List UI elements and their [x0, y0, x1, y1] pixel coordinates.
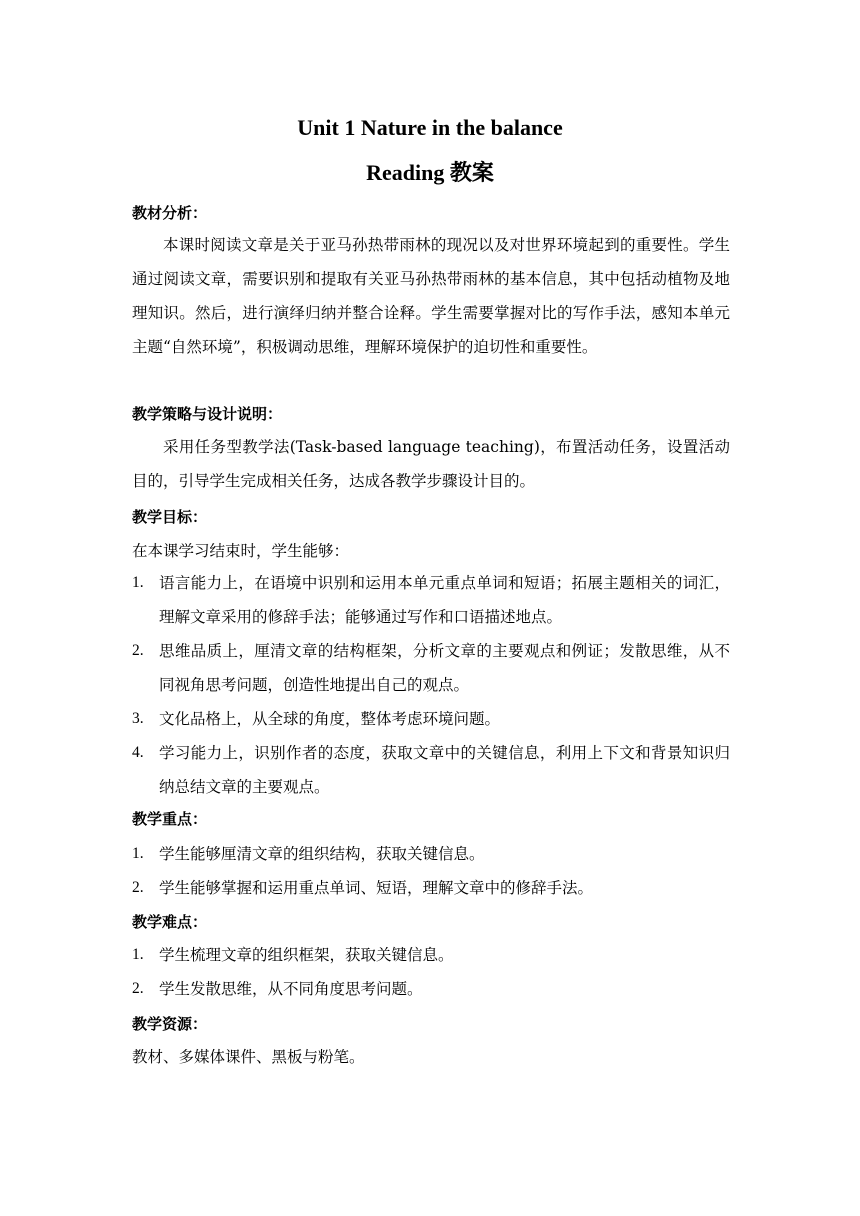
list-item	[132, 702, 730, 736]
list-item-text: 学生能够掌握和运用重点单词、短语，理解文章中的修辞手法。	[159, 879, 594, 897]
section-heading-analysis: 教材分析：	[132, 204, 208, 222]
list-item	[132, 871, 730, 905]
list-item-text: 文化品格上，从全球的角度，整体考虑环境问题。	[159, 710, 501, 728]
list-item-text: 思维品质上，厘清文章的结构框架，分析文章的主要观点和例证；发散思维，从不同视角思考问题，创造性地提出自己的观点。	[159, 642, 730, 694]
list-item-number: 2.	[132, 980, 144, 997]
section-heading-resources: 教学资源：	[132, 1015, 208, 1033]
section-text-analysis: 本课时阅读文章是关于亚马孙热带雨林的现况以及对世界环境起到的重要性。学生通过阅读文章，需要识别和提取有关亚马孙热带雨林的基本信息，其中包括动植物及地理知识。然后，进行演绎归纳并整合诠释。学生需要掌握对比的写作手法，感知本单元主题“自然环境”，积极调动思维，理解环境保护的迫切性和重要性。	[132, 236, 730, 356]
list-item-number: 1.	[132, 845, 144, 862]
section-heading-strategy: 教学策略与设计说明：	[132, 405, 283, 423]
list-item	[132, 938, 730, 972]
section-heading-key-points: 教学重点：	[132, 810, 208, 828]
list-item	[132, 972, 730, 1006]
document-subtitle: Reading 教案	[366, 160, 494, 185]
section-text-resources: 教材、多媒体课件、黑板与粉笔。	[132, 1048, 365, 1066]
difficulties-list	[132, 938, 730, 1006]
list-item	[132, 566, 730, 634]
list-item	[132, 736, 730, 804]
list-item-number: 1.	[132, 574, 144, 591]
key-points-list	[132, 837, 730, 905]
list-item	[132, 634, 730, 702]
list-item-text: 学生能够厘清文章的组织结构，获取关键信息。	[159, 845, 485, 863]
list-item-number: 4.	[132, 744, 144, 761]
document-title: Unit 1 Nature in the balance	[297, 115, 563, 140]
section-heading-objectives: 教学目标：	[132, 508, 208, 526]
list-item-text: 学习能力上，识别作者的态度，获取文章中的关键信息，利用上下文和背景知识归纳总结文章的主要观点。	[159, 744, 730, 796]
list-item-text: 学生发散思维，从不同角度思考问题。	[159, 980, 423, 998]
list-item-number: 2.	[132, 879, 144, 896]
objectives-list	[132, 566, 730, 804]
section-text-strategy: 采用任务型教学法(Task-based language teaching)，布置活动任务，设置活动目的，引导学生完成相关任务，达成各教学步骤设计目的。	[132, 438, 730, 490]
list-item-text: 学生梳理文章的组织框架，获取关键信息。	[159, 946, 454, 964]
section-heading-difficulties: 教学难点：	[132, 913, 208, 931]
list-item-number: 3.	[132, 710, 144, 727]
list-item-number: 1.	[132, 946, 144, 963]
list-item-number: 2.	[132, 642, 144, 659]
objectives-intro: 在本课学习结束时，学生能够：	[132, 542, 350, 560]
list-item-text: 语言能力上，在语境中识别和运用本单元重点单词和短语；拓展主题相关的词汇，理解文章采用的修辞手法；能够通过写作和口语描述地点。	[159, 574, 730, 626]
list-item	[132, 837, 730, 871]
